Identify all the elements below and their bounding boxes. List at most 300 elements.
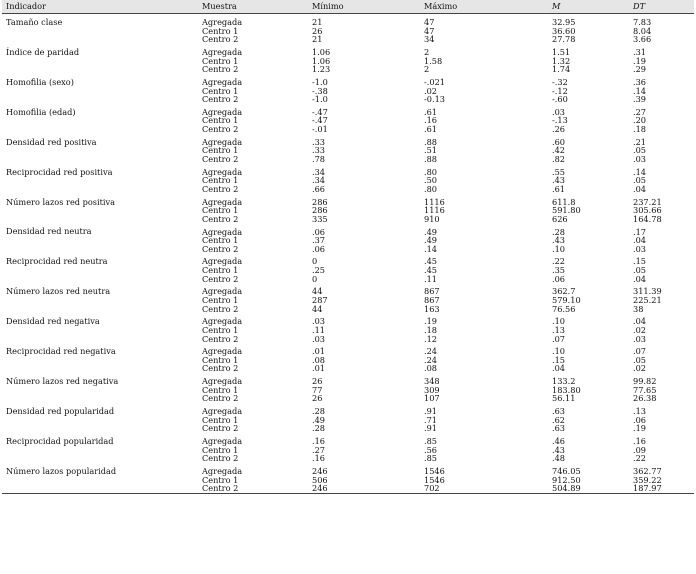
table-row <box>2 356 694 365</box>
sd-cell: 99.82 <box>633 376 657 387</box>
max-cell: 1.58 <box>424 55 443 66</box>
mean-cell: .22 <box>552 256 566 267</box>
table-row <box>2 394 694 403</box>
max-cell: .14 <box>424 243 438 254</box>
table-row <box>2 146 694 155</box>
min-cell: .25 <box>312 265 326 276</box>
sample-cell: Centro 2 <box>202 453 239 464</box>
table-row <box>2 313 694 326</box>
table-row <box>2 424 694 433</box>
sd-cell: .09 <box>633 444 647 455</box>
indicator-cell: Tamaño clase <box>6 17 63 27</box>
table-row <box>2 74 694 87</box>
min-cell: 1.06 <box>312 46 331 57</box>
indicator-cell <box>2 326 198 335</box>
sample-cell: Agregada <box>202 286 243 297</box>
indicator-cell: Reciprocidad red negativa <box>6 346 116 357</box>
indicator-cell <box>2 356 198 365</box>
min-cell: 21 <box>312 17 323 28</box>
max-cell: .49 <box>424 226 438 237</box>
sample-cell: Centro 1 <box>202 414 239 425</box>
sd-cell: .14 <box>633 166 647 177</box>
mean-cell: .46 <box>552 435 566 446</box>
max-cell: .88 <box>424 136 438 147</box>
mean-cell: 1.74 <box>552 64 571 75</box>
sample-cell: Agregada <box>202 316 243 327</box>
indicator-cell: Densidad red positiva <box>6 136 97 147</box>
sample-cell: Agregada <box>202 17 243 28</box>
sd-cell: 305.66 <box>633 205 662 216</box>
mean-cell: 76.56 <box>552 303 576 314</box>
indicator-cell <box>2 424 198 433</box>
min-cell: .01 <box>312 363 326 374</box>
mean-cell: .43 <box>552 175 566 186</box>
table-row <box>2 185 694 194</box>
min-cell: 246 <box>312 465 328 476</box>
max-cell: .45 <box>424 256 438 267</box>
sd-cell: .31 <box>633 46 647 57</box>
min-cell: 335 <box>312 213 328 224</box>
sd-cell: .17 <box>633 226 647 237</box>
table-row <box>2 373 694 386</box>
sample-cell: Centro 1 <box>202 55 239 66</box>
sample-cell: Centro 1 <box>202 384 239 395</box>
min-cell: -1.0 <box>312 76 328 87</box>
mean-cell: -.32 <box>552 76 568 87</box>
indicator-cell <box>2 206 198 215</box>
header-indicador: Indicador <box>2 0 198 14</box>
min-cell: 26 <box>312 376 323 387</box>
sd-cell: .21 <box>633 136 647 147</box>
table-row <box>2 44 694 57</box>
indicator-cell <box>2 275 198 284</box>
table-row <box>2 194 694 207</box>
indicator-cell <box>2 484 198 493</box>
sd-cell: .04 <box>633 316 647 327</box>
sample-cell: Agregada <box>202 136 243 147</box>
sample-cell: Centro 1 <box>202 115 239 126</box>
mean-cell: 183.80 <box>552 384 581 395</box>
sample-cell: Agregada <box>202 346 243 357</box>
mean-cell: 133.2 <box>552 376 576 387</box>
sample-cell: Agregada <box>202 226 243 237</box>
max-cell: 867 <box>424 286 440 297</box>
min-cell: 21 <box>312 34 323 45</box>
mean-cell: .06 <box>552 273 566 284</box>
max-cell: .85 <box>424 453 438 464</box>
max-cell: -.021 <box>424 76 445 87</box>
table-row <box>2 35 694 44</box>
indicator-cell <box>2 245 198 254</box>
sd-cell: .15 <box>633 256 647 267</box>
indicator-cell <box>2 305 198 314</box>
sd-cell: 225.21 <box>633 294 662 305</box>
min-cell: 77 <box>312 384 323 395</box>
sd-cell: 164.78 <box>633 213 662 224</box>
max-cell: -0.13 <box>424 94 445 105</box>
indicator-cell <box>2 416 198 425</box>
sd-cell: 187.97 <box>629 484 694 493</box>
sample-cell: Centro 1 <box>202 175 239 186</box>
table-row <box>2 326 694 335</box>
sample-cell: Centro 2 <box>202 154 239 165</box>
min-cell: .33 <box>312 136 326 147</box>
min-cell: .33 <box>312 145 326 156</box>
min-cell: -.47 <box>312 106 328 117</box>
sd-cell: 237.21 <box>633 196 662 207</box>
sd-cell: .03 <box>633 333 647 344</box>
table-row <box>2 14 694 27</box>
sd-cell: .20 <box>633 115 647 126</box>
indicator-cell <box>2 364 198 373</box>
sd-cell: .03 <box>633 154 647 165</box>
max-cell: .24 <box>424 354 438 365</box>
sample-cell: Agregada <box>202 435 243 446</box>
table-row <box>2 215 694 224</box>
mean-cell: 56.11 <box>552 393 576 404</box>
indicator-cell <box>2 27 198 36</box>
indicator-cell <box>2 95 198 104</box>
indicator-cell <box>2 185 198 194</box>
table-row <box>2 484 694 493</box>
sample-cell: Agregada <box>202 166 243 177</box>
sample-cell: Agregada <box>202 106 243 117</box>
max-cell: .80 <box>424 166 438 177</box>
mean-cell: .42 <box>552 145 566 156</box>
sample-cell: Centro 2 <box>202 333 239 344</box>
table-row <box>2 296 694 305</box>
indicator-cell <box>2 475 198 484</box>
min-cell: -.38 <box>312 85 328 96</box>
min-cell: 0 <box>312 256 318 267</box>
sample-cell: Agregada <box>202 406 243 417</box>
max-cell: 34 <box>424 34 435 45</box>
header-muestra: Muestra <box>198 0 308 14</box>
sd-cell: 8.04 <box>633 25 652 36</box>
max-cell: 1116 <box>424 196 445 207</box>
min-cell: 286 <box>312 196 328 207</box>
sd-cell: .19 <box>633 423 647 434</box>
table-body <box>2 14 694 494</box>
sample-cell: Centro 2 <box>202 393 239 404</box>
sd-cell: .02 <box>633 324 647 335</box>
max-cell: 867 <box>424 294 440 305</box>
min-cell: .06 <box>312 226 326 237</box>
table-row <box>2 164 694 177</box>
sample-cell: Centro 1 <box>202 294 239 305</box>
sd-cell: .16 <box>633 435 647 446</box>
sd-cell: 77.65 <box>633 384 657 395</box>
mean-cell: .82 <box>552 154 566 165</box>
indicator-cell: Homofilia (edad) <box>6 106 76 117</box>
header-dt: DT <box>629 0 694 14</box>
mean-cell: .61 <box>552 183 566 194</box>
table-row <box>2 245 694 254</box>
table-row <box>2 463 694 476</box>
table-row <box>2 57 694 66</box>
sample-cell: Agregada <box>202 376 243 387</box>
sample-cell: Centro 1 <box>202 85 239 96</box>
header-maximo: Máximo <box>420 0 548 14</box>
mean-cell: .03 <box>552 106 566 117</box>
mean-cell: -.12 <box>552 85 568 96</box>
sd-cell: 26.38 <box>633 393 657 404</box>
min-cell: .37 <box>312 235 326 246</box>
sd-cell: .05 <box>633 145 647 156</box>
indicator-cell <box>2 176 198 185</box>
table-row <box>2 283 694 296</box>
indicator-cell: Densidad red neutra <box>6 226 92 237</box>
max-cell: 910 <box>424 213 440 224</box>
table-row <box>2 305 694 314</box>
min-cell: -1.0 <box>312 94 328 105</box>
sd-cell: .18 <box>633 124 647 135</box>
sample-cell: Centro 2 <box>202 124 239 135</box>
sd-cell: 311.39 <box>633 286 662 297</box>
min-cell: 506 <box>312 474 328 485</box>
table-row <box>2 433 694 446</box>
sd-cell: .22 <box>633 453 647 464</box>
sample-cell: Centro 1 <box>202 205 239 216</box>
mean-cell: .35 <box>552 265 566 276</box>
min-cell: .03 <box>312 333 326 344</box>
sample-cell: Centro 1 <box>202 25 239 36</box>
mean-cell: 591.80 <box>552 205 581 216</box>
mean-cell: 579.10 <box>552 294 581 305</box>
max-cell: 309 <box>424 384 440 395</box>
descriptive-stats-table <box>2 0 694 494</box>
header-row <box>2 0 694 14</box>
mean-cell: .48 <box>552 453 566 464</box>
sample-cell: Agregada <box>202 196 243 207</box>
sample-cell: Centro 2 <box>202 363 239 374</box>
mean-cell: 1.51 <box>552 46 571 57</box>
min-cell: .16 <box>312 453 326 464</box>
max-cell: .49 <box>424 235 438 246</box>
mean-cell: .62 <box>552 414 566 425</box>
table-row <box>2 134 694 147</box>
indicator-cell <box>2 155 198 164</box>
max-cell: .61 <box>424 106 438 117</box>
min-cell: 1.23 <box>312 64 331 75</box>
indicator-cell <box>2 57 198 66</box>
min-cell: .16 <box>312 435 326 446</box>
sample-cell: Centro 2 <box>202 273 239 284</box>
indicator-cell: Número lazos red negativa <box>6 376 119 387</box>
indicator-cell <box>2 386 198 395</box>
sd-cell: .04 <box>633 183 647 194</box>
min-cell: .08 <box>312 354 326 365</box>
indicator-cell <box>2 394 198 403</box>
table-row <box>2 95 694 104</box>
max-cell: .16 <box>424 115 438 126</box>
table-row <box>2 475 694 484</box>
mean-cell: .60 <box>552 136 566 147</box>
sample-cell: Centro 1 <box>202 444 239 455</box>
min-cell: .49 <box>312 414 326 425</box>
sample-cell: Agregada <box>202 256 243 267</box>
max-cell: .71 <box>424 414 438 425</box>
sample-cell: Centro 2 <box>202 64 239 75</box>
min-cell: 26 <box>312 25 323 36</box>
sample-cell: Centro 1 <box>202 354 239 365</box>
indicator-cell: Homofilia (sexo) <box>6 76 74 87</box>
indicator-cell: Número lazos red positiva <box>6 196 116 207</box>
sd-cell: 3.66 <box>633 34 652 45</box>
max-cell: .24 <box>424 346 438 357</box>
mean-cell: 626 <box>552 213 568 224</box>
sample-cell: Centro 2 <box>198 484 308 493</box>
mean-cell: 1.32 <box>552 55 571 66</box>
max-cell: .50 <box>424 175 438 186</box>
min-cell: .78 <box>312 154 326 165</box>
indicator-cell <box>2 65 198 74</box>
min-cell: 44 <box>312 303 323 314</box>
table-row <box>2 253 694 266</box>
max-cell: 348 <box>424 376 440 387</box>
sd-cell: 38 <box>633 303 644 314</box>
mean-cell: 36.60 <box>552 25 576 36</box>
table-row <box>2 343 694 356</box>
mean-cell: 912.50 <box>552 474 581 485</box>
indicator-cell <box>2 116 198 125</box>
indicator-cell: Densidad red negativa <box>6 316 100 327</box>
sample-cell: Centro 1 <box>202 235 239 246</box>
table-row <box>2 65 694 74</box>
table-row <box>2 386 694 395</box>
max-cell: .91 <box>424 423 438 434</box>
sd-cell: .19 <box>633 55 647 66</box>
mean-cell: .15 <box>552 354 566 365</box>
max-cell: .12 <box>424 333 438 344</box>
indicator-cell: Número lazos red neutra <box>6 286 111 297</box>
mean-cell: .10 <box>552 346 566 357</box>
max-cell: .08 <box>424 363 438 374</box>
mean-cell: 362.7 <box>552 286 576 297</box>
table-row <box>2 275 694 284</box>
sd-cell: .03 <box>633 243 647 254</box>
max-cell: .56 <box>424 444 438 455</box>
mean-cell: -.60 <box>552 94 568 105</box>
min-cell: .27 <box>312 444 326 455</box>
max-cell: 2 <box>424 64 430 75</box>
indicator-cell <box>2 86 198 95</box>
table-row <box>2 155 694 164</box>
max-cell: 107 <box>424 393 440 404</box>
sd-cell: .05 <box>633 265 647 276</box>
min-cell: 0 <box>312 273 318 284</box>
indicator-cell <box>2 335 198 344</box>
min-cell: .28 <box>312 406 326 417</box>
max-cell: 2 <box>424 46 430 57</box>
min-cell: .01 <box>312 346 326 357</box>
sample-cell: Centro 2 <box>202 303 239 314</box>
indicator-cell: Densidad red popularidad <box>6 405 115 416</box>
max-cell: .85 <box>424 435 438 446</box>
table-row <box>2 116 694 125</box>
indicator-cell: Número lazos popularidad <box>6 465 117 476</box>
table-row <box>2 364 694 373</box>
table-row <box>2 206 694 215</box>
mean-cell: 504.89 <box>548 484 629 493</box>
mean-cell: 27.78 <box>552 34 576 45</box>
mean-cell: .04 <box>552 363 566 374</box>
mean-cell: .10 <box>552 243 566 254</box>
max-cell: 163 <box>424 303 440 314</box>
table-row <box>2 223 694 236</box>
max-cell: .51 <box>424 145 438 156</box>
sd-cell: 359.22 <box>633 474 662 485</box>
indicator-cell <box>2 146 198 155</box>
indicator-cell: Reciprocidad red positiva <box>6 166 113 177</box>
table-row <box>2 454 694 463</box>
max-cell: 702 <box>420 484 548 493</box>
min-cell: 246 <box>308 484 420 493</box>
table-row <box>2 236 694 245</box>
indicator-cell <box>2 454 198 463</box>
min-cell: 287 <box>312 294 328 305</box>
mean-cell: .10 <box>552 316 566 327</box>
indicator-cell <box>2 215 198 224</box>
header-m: M <box>548 0 629 14</box>
sd-cell: .04 <box>633 235 647 246</box>
mean-cell: .28 <box>552 226 566 237</box>
indicator-cell <box>2 125 198 134</box>
mean-cell: .55 <box>552 166 566 177</box>
mean-cell: .63 <box>552 406 566 417</box>
sd-cell: .29 <box>633 64 647 75</box>
table-row <box>2 176 694 185</box>
sample-cell: Centro 2 <box>202 34 239 45</box>
sd-cell: .13 <box>633 406 647 417</box>
max-cell: 1546 <box>424 465 445 476</box>
sample-cell: Centro 2 <box>202 213 239 224</box>
header-minimo: Mínimo <box>308 0 420 14</box>
mean-cell: .43 <box>552 444 566 455</box>
indicator-cell <box>2 296 198 305</box>
sd-cell: .05 <box>633 175 647 186</box>
table-container <box>2 0 694 494</box>
min-cell: -.01 <box>312 124 328 135</box>
min-cell: .28 <box>312 423 326 434</box>
min-cell: .06 <box>312 243 326 254</box>
min-cell: .66 <box>312 183 326 194</box>
sd-cell: 7.83 <box>633 17 652 28</box>
table-row <box>2 266 694 275</box>
sample-cell: Centro 1 <box>202 145 239 156</box>
mean-cell: 32.95 <box>552 17 576 28</box>
table-row <box>2 446 694 455</box>
sd-cell: .05 <box>633 354 647 365</box>
indicator-cell <box>2 35 198 44</box>
table-row <box>2 403 694 416</box>
table-row <box>2 125 694 134</box>
sample-cell: Centro 1 <box>202 474 239 485</box>
sample-cell: Centro 2 <box>202 423 239 434</box>
sd-cell: .07 <box>633 346 647 357</box>
max-cell: .11 <box>424 273 438 284</box>
max-cell: .18 <box>424 324 438 335</box>
sd-cell: .27 <box>633 106 647 117</box>
sample-cell: Agregada <box>202 46 243 57</box>
max-cell: .88 <box>424 154 438 165</box>
mean-cell: .43 <box>552 235 566 246</box>
mean-cell: 611.8 <box>552 196 576 207</box>
indicator-cell: Reciprocidad red neutra <box>6 256 108 267</box>
min-cell: -.47 <box>312 115 328 126</box>
indicator-cell <box>2 266 198 275</box>
min-cell: 286 <box>312 205 328 216</box>
